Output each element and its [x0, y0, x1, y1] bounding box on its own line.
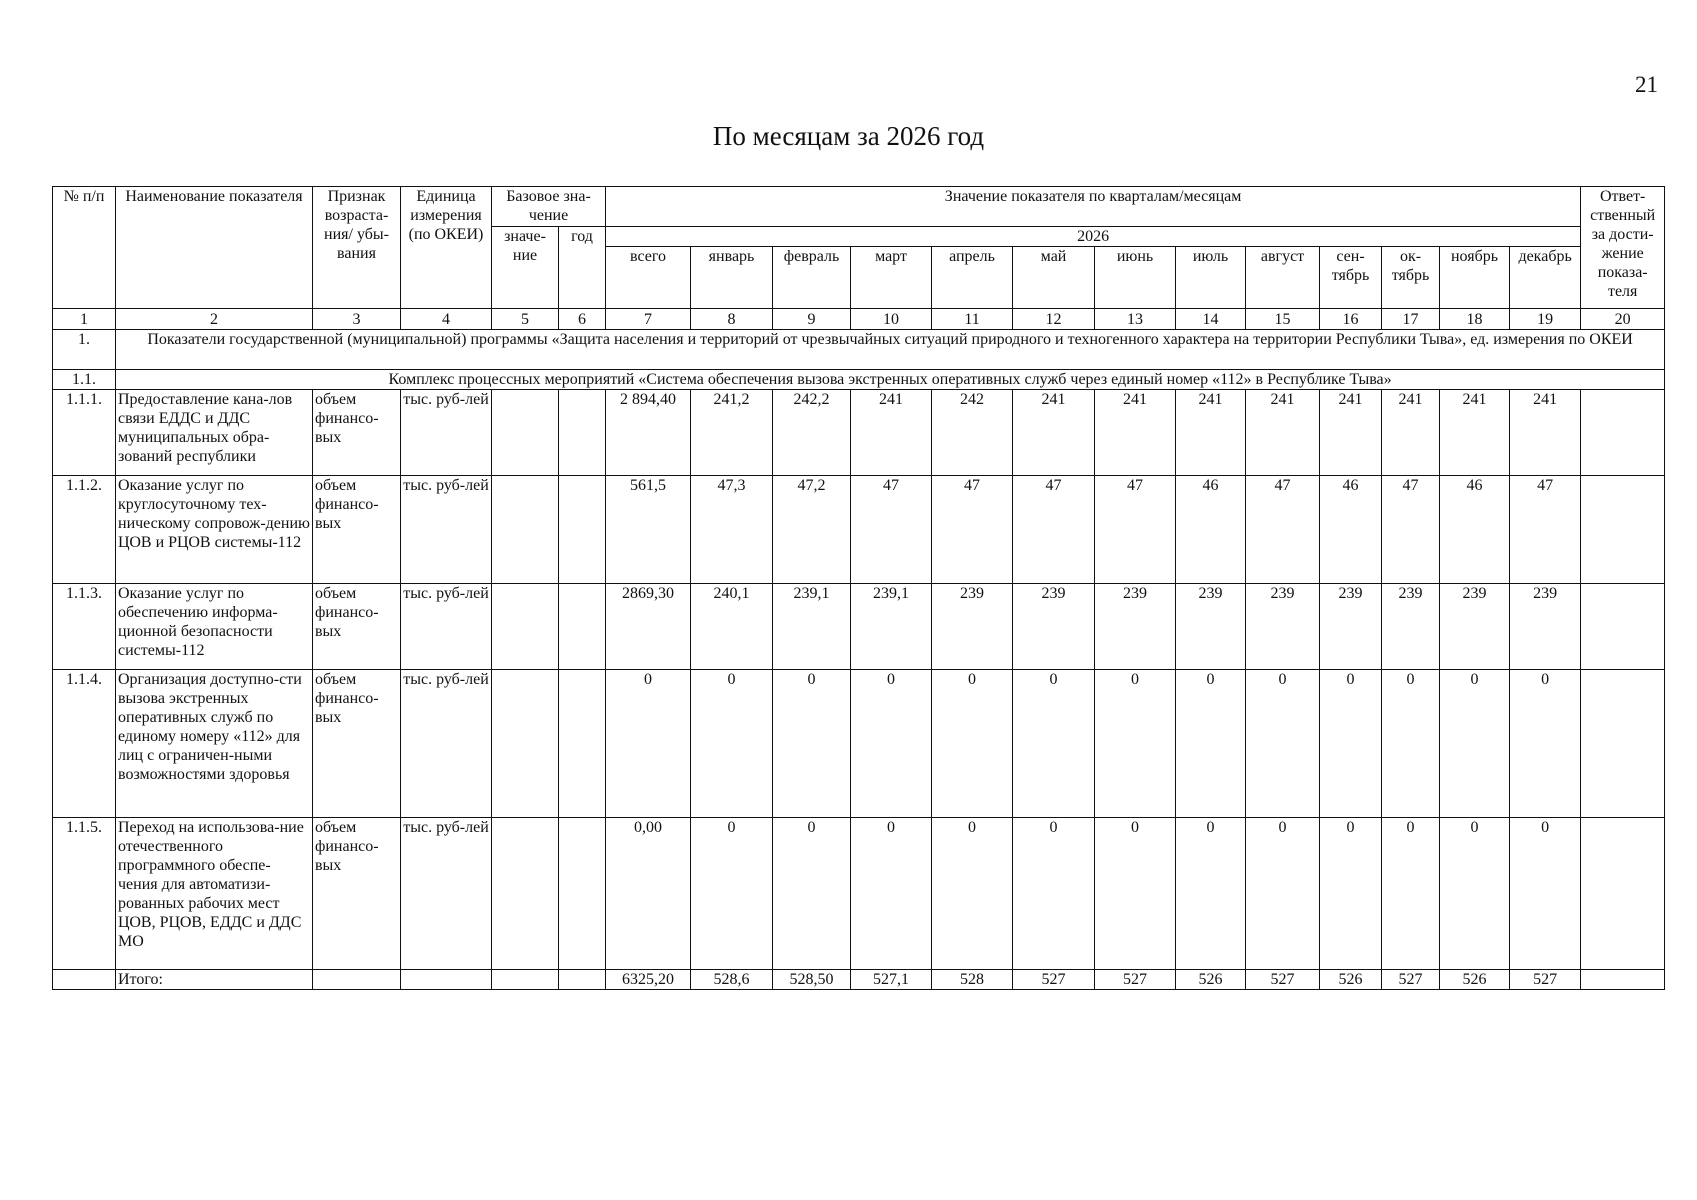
- column-number: 16: [1320, 309, 1382, 330]
- table-header: [53, 187, 1665, 309]
- row-value: 239: [1440, 584, 1510, 670]
- row-value: 239: [1382, 584, 1440, 670]
- row-base-value: [492, 670, 559, 818]
- section-title: Показатели государственной (муниципальной) программы «Защита населения и территорий от чрезвычайных ситуаций природного и техногенного характера на территории Республики Тыва», ед. измерения по ОКЕИ: [116, 330, 1665, 370]
- row-value: 0: [1095, 670, 1176, 818]
- header-month: май: [1013, 247, 1095, 309]
- header-month: ноябрь: [1440, 247, 1510, 309]
- header-month: всего: [606, 247, 691, 309]
- column-number: 14: [1176, 309, 1246, 330]
- row-value: 239: [932, 584, 1013, 670]
- row-name: Оказание услуг по круглосуточному тех-ническому сопровож-дению ЦОВ и РЦОВ системы-112: [116, 476, 313, 584]
- column-number: 9: [773, 309, 851, 330]
- column-number: 11: [932, 309, 1013, 330]
- row-value: 0: [1382, 818, 1440, 970]
- row-value: 0: [773, 670, 851, 818]
- row-value: 47,2: [773, 476, 851, 584]
- row-value: 240,1: [691, 584, 773, 670]
- header-month: декабрь: [1510, 247, 1581, 309]
- row-value: 0: [932, 818, 1013, 970]
- row-sign: объем финансо-вых: [313, 818, 401, 970]
- row-value: 239: [1320, 584, 1382, 670]
- row-value: 241: [1440, 390, 1510, 476]
- row-num: 1.1.2.: [53, 476, 116, 584]
- row-sign: объем финансо-вых: [313, 584, 401, 670]
- row-value: 241: [1013, 390, 1095, 476]
- row-value: 47,3: [691, 476, 773, 584]
- row-value: 0: [1095, 818, 1176, 970]
- row-base-year: [559, 390, 606, 476]
- row-name: Предоставление кана-лов связи ЕДДС и ДДС муниципальных обра-зований республики: [116, 390, 313, 476]
- subsection-title: Комплекс процессных мероприятий «Система обеспечения вызова экстренных оперативных служб через единый номер «112» в Республике Тыва»: [116, 370, 1665, 390]
- header-month: сен-тябрь: [1320, 247, 1382, 309]
- row-value: 0: [1382, 670, 1440, 818]
- row-value: 241: [1382, 390, 1440, 476]
- row-value: 239: [1510, 584, 1581, 670]
- row-value: 0: [1510, 818, 1581, 970]
- row-value: 241: [1095, 390, 1176, 476]
- column-number: 4: [401, 309, 492, 330]
- row-value: 0: [851, 670, 932, 818]
- row-base-value: [492, 390, 559, 476]
- total-value: 526: [1320, 970, 1382, 990]
- total-value: 528,6: [691, 970, 773, 990]
- row-name: Переход на использова-ние отечественного программного обеспе-чения для автоматизи-рованных рабочих мест ЦОВ, РЦОВ, ЕДДС и ДДС МО: [116, 818, 313, 970]
- row-value: 561,5: [606, 476, 691, 584]
- row-sign: объем финансо-вых: [313, 390, 401, 476]
- header-month: февраль: [773, 247, 851, 309]
- row-num: 1.1.4.: [53, 670, 116, 818]
- row-value: 241: [1246, 390, 1320, 476]
- column-number: 1: [53, 309, 116, 330]
- total-value: 526: [1176, 970, 1246, 990]
- column-number: 2: [116, 309, 313, 330]
- row-value: 239,1: [851, 584, 932, 670]
- row-value: 242,2: [773, 390, 851, 476]
- subsection-num: 1.1.: [53, 370, 116, 390]
- row-value: 0: [691, 670, 773, 818]
- row-sign: объем финансо-вых: [313, 670, 401, 818]
- row-base-year: [559, 670, 606, 818]
- total-value: 6325,20: [606, 970, 691, 990]
- row-value: 239: [1013, 584, 1095, 670]
- column-number: 13: [1095, 309, 1176, 330]
- row-value: 241: [1320, 390, 1382, 476]
- total-row: [53, 970, 1665, 990]
- row-name: Организация доступно-сти вызова экстренных оперативных служб по единому номеру «112» для лиц с ограничен-ными возможностями здоровья: [116, 670, 313, 818]
- row-responsible: [1581, 670, 1665, 818]
- row-value: 239: [1246, 584, 1320, 670]
- row-unit: тыс. руб-лей: [401, 390, 492, 476]
- row-value: 241: [1176, 390, 1246, 476]
- total-value: 527: [1382, 970, 1440, 990]
- row-responsible: [1581, 818, 1665, 970]
- row-unit: тыс. руб-лей: [401, 670, 492, 818]
- total-value: 527: [1013, 970, 1095, 990]
- row-value: 0: [1176, 818, 1246, 970]
- header-unit: Единица измерения (по ОКЕИ): [401, 187, 492, 309]
- row-value: 0: [1510, 670, 1581, 818]
- row-value: 47: [1510, 476, 1581, 584]
- total-value: 527: [1246, 970, 1320, 990]
- header-year: 2026: [606, 227, 1581, 247]
- row-value: 47: [1095, 476, 1176, 584]
- row-value: 241: [851, 390, 932, 476]
- row-value: 241,2: [691, 390, 773, 476]
- row-responsible: [1581, 390, 1665, 476]
- column-number: 7: [606, 309, 691, 330]
- total-sign-cell: [313, 970, 401, 990]
- header-month: март: [851, 247, 932, 309]
- row-base-value: [492, 818, 559, 970]
- subsection-row: [53, 370, 1665, 390]
- row-responsible: [1581, 476, 1665, 584]
- row-value: 0: [1320, 818, 1382, 970]
- row-base-year: [559, 584, 606, 670]
- total-value: 528,50: [773, 970, 851, 990]
- total-num-cell: [53, 970, 116, 990]
- row-value: 0: [1246, 670, 1320, 818]
- row-value: 0: [1013, 818, 1095, 970]
- table-row: [53, 476, 1665, 584]
- row-num: 1.1.5.: [53, 818, 116, 970]
- row-base-year: [559, 476, 606, 584]
- column-number: 19: [1510, 309, 1581, 330]
- total-base-year-cell: [559, 970, 606, 990]
- column-number: 6: [559, 309, 606, 330]
- total-value: 527: [1510, 970, 1581, 990]
- row-value: 47: [1246, 476, 1320, 584]
- row-value: 2 894,40: [606, 390, 691, 476]
- section-num: 1.: [53, 330, 116, 370]
- row-sign: объем финансо-вых: [313, 476, 401, 584]
- data-rows: [53, 390, 1665, 970]
- row-value: 46: [1320, 476, 1382, 584]
- total-base-value-cell: [492, 970, 559, 990]
- header-base-value: значе-ние: [492, 227, 559, 309]
- column-number: 18: [1440, 309, 1510, 330]
- row-value: 0: [1176, 670, 1246, 818]
- row-value: 241: [1510, 390, 1581, 476]
- row-name: Оказание услуг по обеспечению информа-ционной безопасности системы-112: [116, 584, 313, 670]
- header-sign: Признак возраста-ния/ убы-вания: [313, 187, 401, 309]
- total-value: 528: [932, 970, 1013, 990]
- row-value: 0: [1246, 818, 1320, 970]
- table-row: [53, 670, 1665, 818]
- row-value: 239: [1095, 584, 1176, 670]
- column-number: 12: [1013, 309, 1095, 330]
- row-value: 239: [1176, 584, 1246, 670]
- row-unit: тыс. руб-лей: [401, 818, 492, 970]
- header-name: Наименование показателя: [116, 187, 313, 309]
- header-month: январь: [691, 247, 773, 309]
- row-base-year: [559, 818, 606, 970]
- section-row: [53, 330, 1665, 370]
- header-num: № п/п: [53, 187, 116, 309]
- total-value: 527,1: [851, 970, 932, 990]
- column-number: 3: [313, 309, 401, 330]
- row-unit: тыс. руб-лей: [401, 584, 492, 670]
- table-row: [53, 818, 1665, 970]
- column-number: 20: [1581, 309, 1665, 330]
- row-value: 47: [1382, 476, 1440, 584]
- row-value: 2869,30: [606, 584, 691, 670]
- column-number: 15: [1246, 309, 1320, 330]
- row-value: 0: [773, 818, 851, 970]
- row-value: 47: [1013, 476, 1095, 584]
- row-value: 242: [932, 390, 1013, 476]
- table-row: [53, 390, 1665, 476]
- column-number: 17: [1382, 309, 1440, 330]
- row-value: 46: [1176, 476, 1246, 584]
- row-value: 0: [606, 670, 691, 818]
- row-base-value: [492, 584, 559, 670]
- row-value: 0: [1440, 670, 1510, 818]
- row-num: 1.1.3.: [53, 584, 116, 670]
- row-value: 0: [1320, 670, 1382, 818]
- header-responsible: Ответ-ственный за дости-жение показа-теля: [1581, 187, 1665, 309]
- row-value: 239,1: [773, 584, 851, 670]
- header-values: Значение показателя по кварталам/месяцам: [606, 187, 1581, 227]
- row-value: 47: [851, 476, 932, 584]
- total-unit-cell: [401, 970, 492, 990]
- page-number: 21: [1635, 72, 1658, 97]
- row-value: 0: [1440, 818, 1510, 970]
- row-value: 0: [691, 818, 773, 970]
- column-numbers-row: [53, 309, 1665, 330]
- header-base-year: год: [559, 227, 606, 309]
- total-label: Итого:: [116, 970, 313, 990]
- header-month: август: [1246, 247, 1320, 309]
- column-number: 8: [691, 309, 773, 330]
- column-number: 10: [851, 309, 932, 330]
- column-number: 5: [492, 309, 559, 330]
- row-num: 1.1.1.: [53, 390, 116, 476]
- indicator-table: [52, 186, 1665, 990]
- row-value: 46: [1440, 476, 1510, 584]
- total-value: 526: [1440, 970, 1510, 990]
- page-title: По месяцам за 2026 год: [712, 121, 985, 151]
- header-month: апрель: [932, 247, 1013, 309]
- row-value: 0,00: [606, 818, 691, 970]
- row-value: 0: [851, 818, 932, 970]
- header-month: ок-тябрь: [1382, 247, 1440, 309]
- table-row: [53, 584, 1665, 670]
- row-value: 0: [932, 670, 1013, 818]
- total-value: 527: [1095, 970, 1176, 990]
- row-value: 0: [1013, 670, 1095, 818]
- header-base: Базовое зна-чение: [492, 187, 606, 227]
- row-base-value: [492, 476, 559, 584]
- total-responsible-cell: [1581, 970, 1665, 990]
- row-responsible: [1581, 584, 1665, 670]
- header-month: июль: [1176, 247, 1246, 309]
- header-month: июнь: [1095, 247, 1176, 309]
- row-value: 47: [932, 476, 1013, 584]
- row-unit: тыс. руб-лей: [401, 476, 492, 584]
